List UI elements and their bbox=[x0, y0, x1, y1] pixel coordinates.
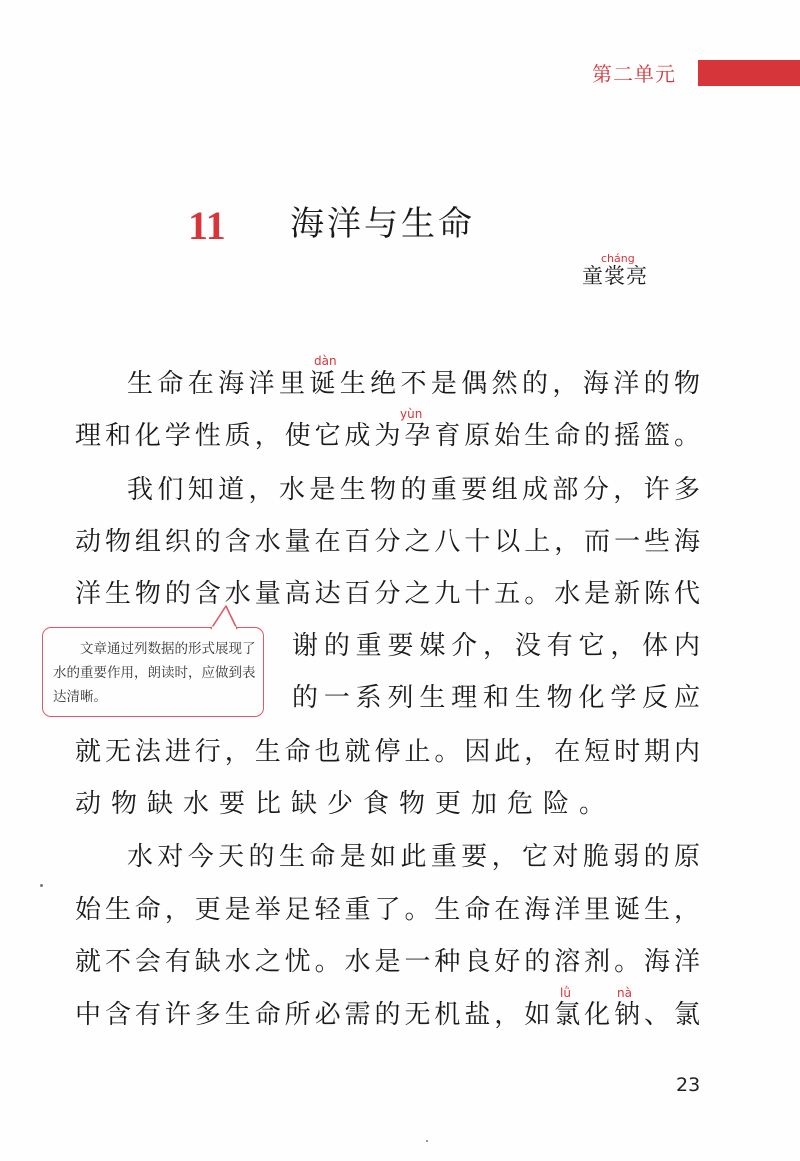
side-note-pointer bbox=[210, 604, 238, 630]
lesson-number: 11 bbox=[188, 203, 226, 248]
text-line: 始生命，更是举足轻重了。生命在海洋里诞生， bbox=[75, 895, 700, 925]
text-line: 我们知道，水是生物的重要组成部分，许多 bbox=[127, 475, 700, 505]
author-pinyin: cháng bbox=[601, 252, 635, 265]
text-line: 动物缺水要比缺少食物更加危险。 bbox=[75, 789, 616, 819]
text-line: 中含有许多生命所必需的无机盐，如氯化钠、氯 bbox=[75, 1000, 700, 1030]
side-note-bubble bbox=[42, 627, 264, 717]
pinyin-yun: yùn bbox=[400, 407, 423, 421]
pinyin-dan: dàn bbox=[314, 354, 337, 368]
text-line: 谢的重要媒介，没有它，体内 bbox=[292, 631, 700, 661]
text-line: 水对今天的生命是如此重要，它对脆弱的原 bbox=[127, 842, 700, 872]
unit-label: 第二单元 bbox=[592, 62, 676, 86]
text-line: 的一系列生理和生物化学反应 bbox=[292, 683, 700, 713]
author-name: 童裳亮 bbox=[582, 264, 648, 288]
text-line: 就不会有缺水之忧。水是一种良好的溶剂。海洋 bbox=[75, 947, 700, 977]
text-line: 洋生物的含水量高达百分之九十五。水是新陈代 bbox=[75, 579, 700, 609]
pinyin-na: nà bbox=[617, 986, 632, 1000]
lesson-title: 海洋与生命 bbox=[290, 204, 475, 244]
text-line: 动物组织的含水量在百分之八十以上，而一些海 bbox=[75, 527, 700, 557]
page-number: 23 bbox=[676, 1074, 701, 1096]
unit-color-bar bbox=[698, 60, 800, 86]
text-line: 就无法进行，生命也就停止。因此，在短时期内 bbox=[75, 737, 700, 767]
side-note-text: 文章通过列数据的形式展现了水的重要作用，朗读时，应做到表达清晰。 bbox=[53, 641, 256, 705]
text-line: 生命在海洋里诞生绝不是偶然的，海洋的物 bbox=[127, 369, 700, 399]
scan-speck bbox=[40, 884, 43, 887]
text-line: 理和化学性质，使它成为孕育原始生命的摇篮。 bbox=[75, 421, 700, 451]
pinyin-lu: lǜ bbox=[560, 986, 571, 1000]
scan-speck bbox=[426, 1140, 428, 1142]
